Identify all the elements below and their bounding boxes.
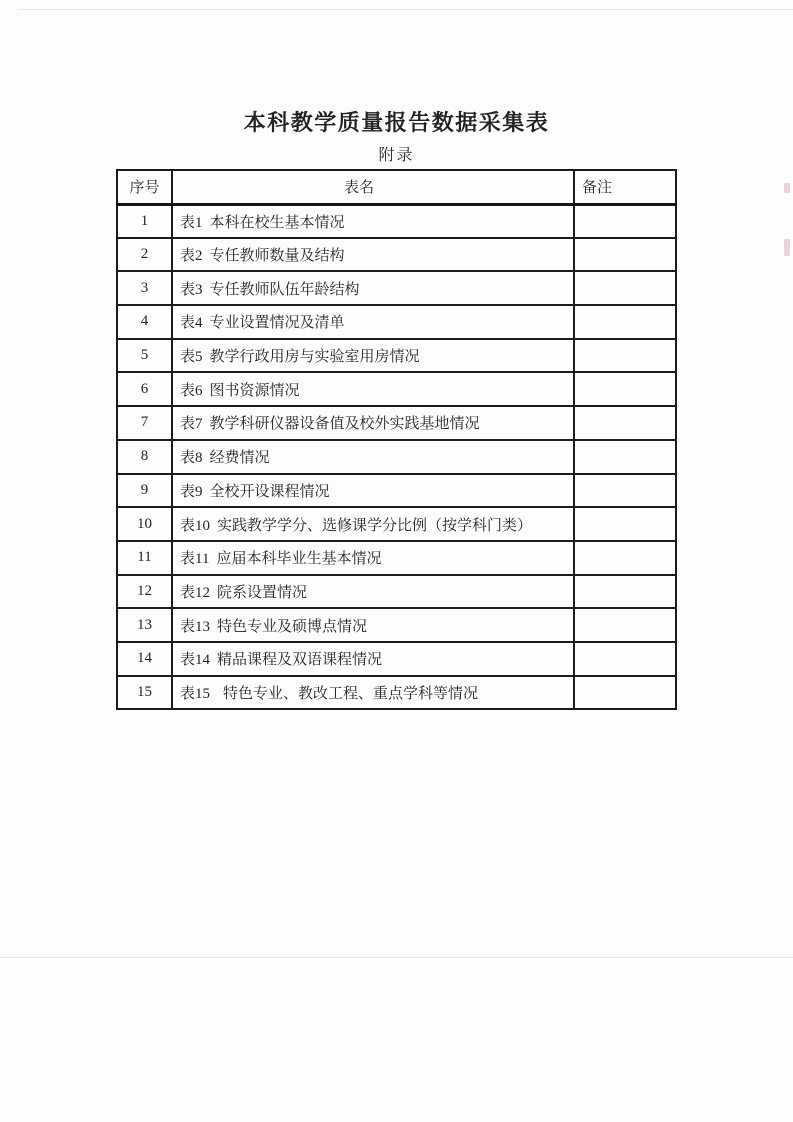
row-number-cell: 5	[117, 339, 172, 373]
row-note-cell	[574, 575, 676, 609]
table-name-text: 实践教学学分、选修课学分比例（按学科门类）	[217, 517, 533, 534]
table-name-text: 特色专业及硕博点情况	[217, 618, 368, 635]
table-row	[117, 440, 676, 474]
table-name-text: 经费情况	[209, 450, 270, 467]
table-row	[117, 372, 676, 406]
row-note-cell	[574, 204, 676, 238]
table-row	[117, 305, 676, 339]
table-row	[117, 339, 676, 373]
table-number-label: 表11	[180, 551, 210, 568]
row-name-cell	[172, 339, 574, 373]
table-name-text: 专任教师数量及结构	[209, 248, 345, 265]
row-number-cell: 4	[117, 305, 172, 339]
row-number-cell: 8	[117, 440, 172, 474]
table-number-label: 表2	[180, 248, 203, 265]
row-name-cell	[172, 608, 574, 642]
row-note-cell	[574, 642, 676, 676]
row-name-cell	[172, 676, 574, 710]
table-row	[117, 608, 676, 642]
header-row	[117, 170, 676, 204]
table-name-text: 专业设置情况及清单	[209, 315, 345, 332]
row-note-cell	[574, 474, 676, 508]
row-note-cell	[574, 676, 676, 710]
row-name-cell	[172, 271, 574, 305]
row-number-cell: 11	[117, 541, 172, 575]
table-name-text: 图书资源情况	[209, 382, 300, 399]
row-name-cell	[172, 440, 574, 474]
row-note-cell	[574, 608, 676, 642]
row-note-cell	[574, 440, 676, 474]
scan-artifact-pink-mark	[784, 183, 790, 193]
table-number-label: 表3	[180, 281, 203, 298]
table-number-label: 表8	[180, 450, 203, 467]
table-number-label: 表1	[180, 214, 203, 231]
row-note-cell	[574, 541, 676, 575]
table-name-text: 精品课程及双语课程情况	[217, 652, 383, 669]
table-name-text: 专任教师队伍年龄结构	[209, 281, 360, 298]
table-number-label: 表14	[180, 652, 211, 669]
row-note-cell	[574, 238, 676, 272]
row-number-cell: 15	[117, 676, 172, 710]
table-number-label: 表12	[180, 584, 211, 601]
table-body	[117, 204, 676, 709]
row-number-cell: 7	[117, 406, 172, 440]
row-name-cell	[172, 541, 574, 575]
header-cell-no: 序号	[117, 170, 172, 204]
row-note-cell	[574, 271, 676, 305]
table-row	[117, 507, 676, 541]
row-note-cell	[574, 507, 676, 541]
table-row	[117, 238, 676, 272]
table-name-text: 特色专业、教改工程、重点学科等情况	[223, 685, 479, 702]
table-row	[117, 676, 676, 710]
row-note-cell	[574, 406, 676, 440]
table-number-label: 表5	[180, 349, 203, 366]
row-number-cell: 3	[117, 271, 172, 305]
table-name-text: 应届本科毕业生基本情况	[216, 551, 382, 568]
row-note-cell	[574, 305, 676, 339]
row-name-cell	[172, 372, 574, 406]
row-number-cell: 2	[117, 238, 172, 272]
row-number-cell: 9	[117, 474, 172, 508]
page-title: 本科教学质量报告数据采集表	[243, 110, 550, 135]
row-name-cell	[172, 507, 574, 541]
page-subtitle: 附录	[378, 147, 415, 164]
row-number-cell: 12	[117, 575, 172, 609]
header-cell-name	[172, 170, 574, 204]
scan-artifact-pink-mark	[784, 239, 790, 256]
row-name-cell	[172, 406, 574, 440]
table-row	[117, 204, 676, 238]
scan-artifact-top-line	[18, 9, 793, 10]
table-row	[117, 575, 676, 609]
table-name-text: 本科在校生基本情况	[209, 214, 345, 231]
row-name-cell	[172, 204, 574, 238]
table-number-label: 表10	[180, 517, 211, 534]
table-name-text: 教学科研仪器设备值及校外实践基地情况	[209, 416, 480, 433]
table-row	[117, 271, 676, 305]
data-collection-table	[116, 169, 677, 710]
table-name-text: 教学行政用房与实验室用房情况	[209, 349, 420, 366]
row-name-cell	[172, 642, 574, 676]
table-number-label: 表15	[180, 685, 211, 702]
row-number-cell: 10	[117, 507, 172, 541]
table-row	[117, 406, 676, 440]
table-number-label: 表6	[180, 382, 203, 399]
row-number-cell: 6	[117, 372, 172, 406]
scan-artifact-bottom-line	[0, 957, 793, 958]
row-name-cell	[172, 238, 574, 272]
table-number-label: 表9	[180, 483, 203, 500]
row-name-cell	[172, 575, 574, 609]
table-row	[117, 642, 676, 676]
table-row	[117, 474, 676, 508]
row-name-cell	[172, 305, 574, 339]
row-note-cell	[574, 339, 676, 373]
header-name-label: 表名	[343, 180, 374, 197]
table-number-label: 表4	[180, 315, 203, 332]
row-note-cell	[574, 372, 676, 406]
row-number-cell: 1	[117, 204, 172, 238]
row-number-cell: 13	[117, 608, 172, 642]
header-cell-note: 备注	[574, 170, 676, 204]
table-number-label: 表13	[180, 618, 211, 635]
table-row	[117, 541, 676, 575]
row-name-cell	[172, 474, 574, 508]
table-name-text: 全校开设课程情况	[209, 483, 330, 500]
row-number-cell: 14	[117, 642, 172, 676]
table-number-label: 表7	[180, 416, 203, 433]
table-name-text: 院系设置情况	[217, 584, 308, 601]
